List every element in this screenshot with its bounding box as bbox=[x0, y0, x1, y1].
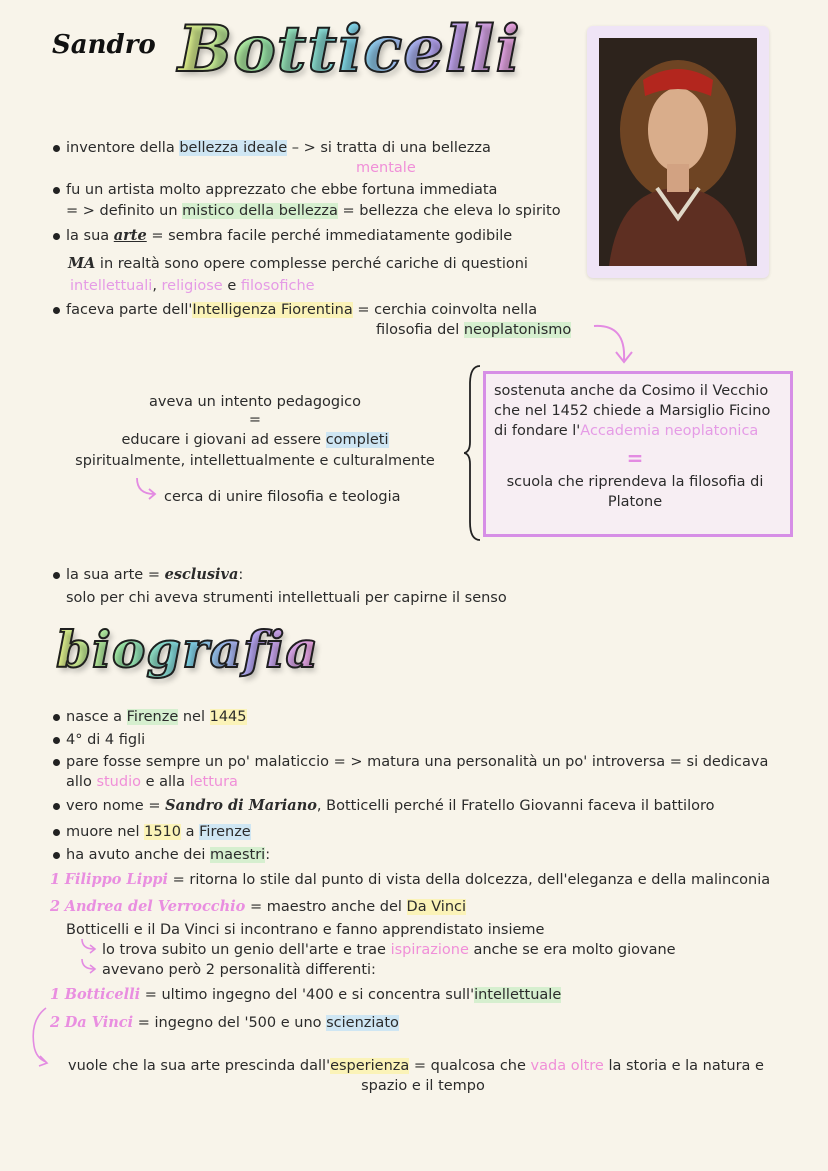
equals-sign: = bbox=[248, 412, 262, 428]
arrow-icon bbox=[80, 958, 98, 974]
box-equals: = bbox=[626, 446, 644, 470]
box-line-3 bbox=[494, 421, 758, 441]
bullet-born bbox=[66, 707, 247, 727]
text: = qualcosa che bbox=[409, 1058, 531, 1074]
highlight: Firenze bbox=[126, 709, 179, 725]
list-number: 1 bbox=[50, 986, 61, 1003]
studio-line bbox=[66, 772, 238, 792]
highlight: studio bbox=[96, 774, 141, 790]
text: = bellezza che eleva lo spirito bbox=[337, 203, 561, 219]
highlight: lettura bbox=[189, 774, 238, 790]
text: in realtà sono opere complesse perché cariche di questioni bbox=[95, 256, 528, 272]
highlight: Firenze bbox=[199, 824, 251, 840]
first-name: Sandro bbox=[52, 30, 156, 60]
text: = ingegno del '500 e uno bbox=[133, 1015, 327, 1031]
compare-davinci bbox=[50, 1013, 399, 1033]
exclusive-word: esclusiva bbox=[164, 566, 239, 583]
box-line-5: Platone bbox=[607, 494, 663, 510]
portrait-frame bbox=[587, 26, 769, 278]
text: : bbox=[238, 567, 244, 583]
mental-note: mentale bbox=[356, 160, 416, 176]
highlight: Intelligenza Fiorentina bbox=[192, 302, 353, 318]
text: = maestro anche del bbox=[245, 899, 407, 915]
educate-line bbox=[70, 430, 440, 450]
highlight: 1445 bbox=[209, 709, 247, 725]
artist-name: Botticelli bbox=[64, 986, 141, 1003]
highlight: vada oltre bbox=[530, 1058, 604, 1074]
text: = > definito un bbox=[66, 203, 183, 219]
arrow-icon bbox=[80, 938, 98, 954]
unite-line: cerca di unire filosofia e teologia bbox=[164, 489, 401, 505]
text: = cerchia coinvolta nella bbox=[352, 302, 538, 318]
page-title: Botticelli bbox=[178, 12, 521, 87]
text: : bbox=[265, 847, 271, 863]
master-name: Andrea del Verrocchio bbox=[64, 898, 246, 915]
text: , Botticelli perché il Fratello Giovanni faceva il battiloro bbox=[316, 798, 715, 814]
bullet-name bbox=[66, 796, 715, 816]
highlight: esperienza bbox=[330, 1058, 410, 1074]
art-word: arte bbox=[113, 227, 147, 244]
compare-botticelli bbox=[50, 985, 561, 1005]
box-line-2: che nel 1452 chiede a Marsiglio Ficino bbox=[494, 403, 771, 419]
text: = ultimo ingegno del '400 e si concentra sull' bbox=[140, 987, 475, 1003]
highlight: intellettuale bbox=[474, 987, 562, 1003]
pedagogic-intent: aveva un intento pedagogico bbox=[149, 394, 361, 410]
text: la sua bbox=[66, 228, 114, 244]
experience-line bbox=[68, 1056, 764, 1076]
bullet-beauty bbox=[66, 138, 491, 158]
text: educare i giovani ad essere bbox=[121, 432, 326, 448]
highlight: mistico della bellezza bbox=[182, 203, 338, 219]
master-name: Filippo Lippi bbox=[64, 871, 169, 888]
bullet-introvert: pare fosse sempre un po' malaticcio = > matura una personalità un po' introversa = si dedicava bbox=[66, 754, 769, 770]
comma: , bbox=[152, 278, 157, 294]
portrait-image bbox=[599, 38, 757, 266]
spiritual-line: spiritualmente, intellettualmente e culturalmente bbox=[75, 453, 435, 469]
highlight: 1510 bbox=[144, 824, 182, 840]
text: e alla bbox=[140, 774, 190, 790]
master-lippi bbox=[50, 870, 770, 890]
text: – > si tratta di una bellezza bbox=[287, 140, 491, 156]
highlight: scienziato bbox=[326, 1015, 399, 1031]
list-number: 2 bbox=[50, 898, 61, 915]
text: ha avuto anche dei bbox=[66, 847, 211, 863]
highlight: neoplatonismo bbox=[463, 322, 572, 338]
text: vuole che la sua arte prescinda dall' bbox=[68, 1058, 331, 1074]
real-name: Sandro di Mariano bbox=[165, 797, 317, 814]
text: e bbox=[222, 278, 241, 294]
exclusive-line-2: solo per chi aveva strumenti intellettuali per capirne il senso bbox=[66, 590, 507, 606]
text: = ritorna lo stile dal punto di vista della dolcezza, dell'eleganza e della malinconia bbox=[168, 872, 771, 888]
text: lo trova subito un genio dell'arte e trae bbox=[102, 942, 391, 958]
highlight: Accademia neoplatonica bbox=[580, 423, 759, 439]
ma-word: MA bbox=[68, 255, 96, 272]
text: inventore della bbox=[66, 140, 180, 156]
ma-line bbox=[68, 254, 528, 274]
bullet-artist: fu un artista molto apprezzato che ebbe fortuna immediata bbox=[66, 182, 498, 198]
bullet-death bbox=[66, 822, 251, 842]
text: di fondare l' bbox=[494, 423, 581, 439]
highlight: Da Vinci bbox=[406, 899, 467, 915]
bullet-art bbox=[66, 226, 512, 246]
brace-icon bbox=[464, 364, 482, 542]
bullet-exclusive bbox=[66, 565, 243, 585]
text: vero nome = bbox=[66, 798, 166, 814]
mystic-line bbox=[66, 201, 561, 221]
topic: religiose bbox=[161, 278, 223, 294]
highlight: ispirazione bbox=[390, 942, 469, 958]
text: filosofia del bbox=[376, 322, 464, 338]
text: allo bbox=[66, 774, 97, 790]
list-number: 1 bbox=[50, 871, 61, 888]
highlight: maestri bbox=[210, 847, 266, 863]
highlight: completi bbox=[325, 432, 389, 448]
artist-name: Da Vinci bbox=[64, 1014, 134, 1031]
topic: intellettuali bbox=[70, 278, 153, 294]
text: nasce a bbox=[66, 709, 127, 725]
neoplatonism-line bbox=[376, 320, 571, 340]
bullet-intelligenza bbox=[66, 300, 537, 320]
text: a bbox=[181, 824, 200, 840]
personality-line: avevano però 2 personalità differenti: bbox=[102, 962, 376, 978]
box-line-1: sostenuta anche da Cosimo il Vecchio bbox=[494, 383, 769, 399]
highlight: bellezza ideale bbox=[179, 140, 288, 156]
text: anche se era molto giovane bbox=[468, 942, 676, 958]
list-number: 2 bbox=[50, 1014, 61, 1031]
bullet-masters bbox=[66, 845, 270, 865]
apprentice-line: Botticelli e il Da Vinci si incontrano e fanno apprendistato insieme bbox=[66, 922, 545, 938]
arrow-icon bbox=[134, 476, 160, 500]
text: la storia e la natura e bbox=[603, 1058, 764, 1074]
experience-line-2: spazio e il tempo bbox=[361, 1078, 485, 1094]
genius-line bbox=[102, 940, 676, 960]
box-line-4: scuola che riprendeva la filosofia di bbox=[506, 474, 764, 490]
master-verrocchio bbox=[50, 897, 466, 917]
section-title-biografia: biografia bbox=[56, 620, 319, 679]
topics-line bbox=[70, 276, 315, 296]
text: la sua arte = bbox=[66, 567, 165, 583]
topic: filosofiche bbox=[240, 278, 315, 294]
text: = sembra facile perché immediatamente godibile bbox=[146, 228, 513, 244]
text: muore nel bbox=[66, 824, 145, 840]
curve-arrow-icon bbox=[28, 1006, 54, 1068]
text: nel bbox=[178, 709, 210, 725]
text: faceva parte dell' bbox=[66, 302, 193, 318]
bullet-fourth: 4° di 4 figli bbox=[66, 732, 146, 748]
curve-arrow-icon bbox=[590, 318, 650, 370]
